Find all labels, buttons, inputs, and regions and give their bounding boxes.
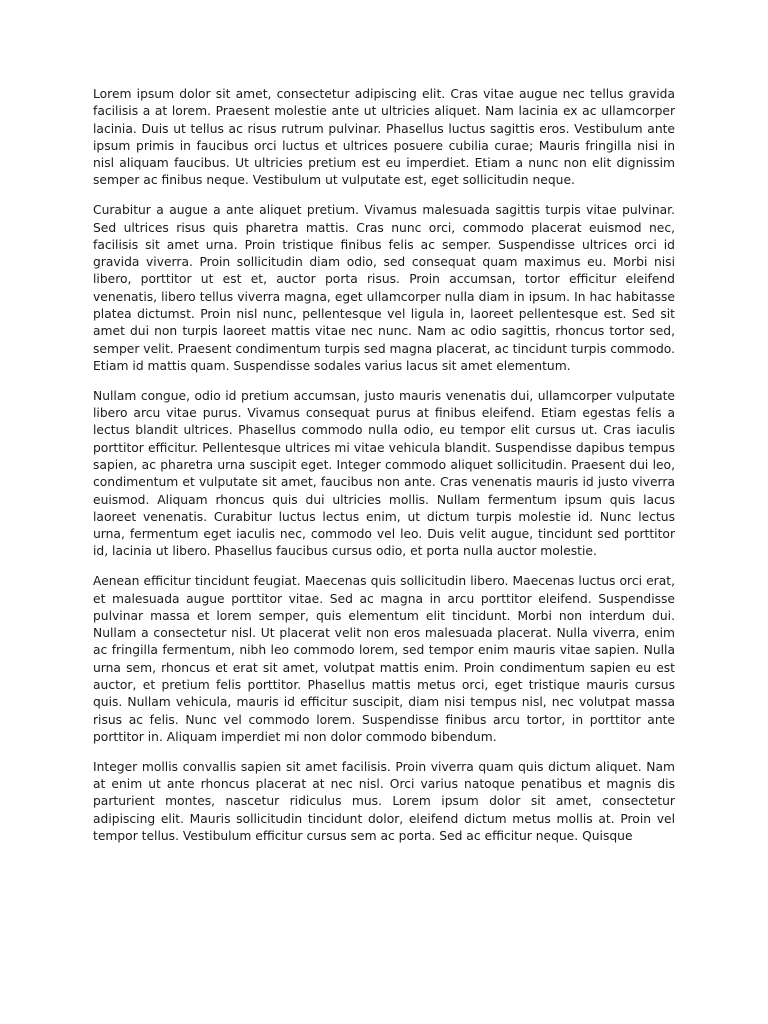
paragraph-4: Aenean efficitur tincidunt feugiat. Maecenas quis sollicitudin libero. Maecenas luctus orci erat, et malesuada augue porttitor vitae. Sed ac magna in arcu porttitor eleifend. Suspendisse pulvinar massa et lorem semper, quis elementum elit tincidunt. Morbi non interdum dui. Nullam a consectetur nisl. Ut placerat velit non eros malesuada placerat. Nulla viverra, enim ac fringilla fermentum, nibh leo commodo lorem, sed tempor enim mauris vitae sapien. Nulla urna sem, rhoncus et erat sit amet, volutpat mattis enim. Proin condimentum sapien eu est auctor, et pretium felis porttitor. Phasellus mattis metus orci, eget tristique mauris cursus quis. Nullam vehicula, mauris id efficitur suscipit, diam nisi tempus nisl, nec volutpat massa risus ac felis. Nunc vel commodo lorem. Suspendisse finibus arcu tortor, in porttitor ante porttitor in. Aliquam imperdiet mi non dolor commodo bibendum.	[93, 574, 675, 744]
paragraph-3: Nullam congue, odio id pretium accumsan, justo mauris venenatis dui, ullamcorper vulputate libero arcu vitae purus. Vivamus consequat purus at finibus eleifend. Etiam egestas felis a lectus blandit ultrices. Phasellus commodo nulla odio, eu tempor elit cursus ut. Cras iaculis porttitor efficitur. Pellentesque ultrices mi vitae vehicula blandit. Suspendisse dapibus tempus sapien, ac pharetra urna suscipit eget. Integer commodo aliquet sollicitudin. Praesent dui leo, condimentum et vulputate sit amet, faucibus non ante. Cras venenatis mauris id justo viverra euismod. Aliquam rhoncus quis dui ultricies mollis. Nullam fermentum ipsum quis lacus laoreet venenatis. Curabitur luctus lectus enim, ut dictum turpis molestie id. Nunc lectus urna, fermentum eget iaculis nec, commodo vel leo. Duis velit augue, tincidunt sed porttitor id, lacinia ut libero. Phasellus faucibus cursus odio, et porta nulla auctor molestie.	[93, 388, 675, 559]
paragraph-2: Curabitur a augue a ante aliquet pretium. Vivamus malesuada sagittis turpis vitae pulvinar. Sed ultrices risus quis pharetra mattis. Cras nunc orci, commodo placerat euismod nec, facilisis sit amet urna. Proin tristique finibus felis ac semper. Suspendisse ultrices orci id gravida viverra. Proin sollicitudin diam odio, sed consequat quam maximus eu. Morbi nisi libero, porttitor ut est et, auctor porta risus. Proin accumsan, tortor efficitur eleifend venenatis, libero tellus viverra magna, eget ullamcorper nulla diam in ipsum. In hac habitasse platea dictumst. Proin nisl nunc, pellentesque vel ligula in, laoreet pellentesque est. Sed sit amet dui non turpis laoreet mattis vitae nec nunc. Nam ac odio sagittis, rhoncus tortor sed, semper velit. Praesent condimentum turpis sed magna placerat, ac tincidunt turpis commodo. Etiam id mattis quam. Suspendisse sodales varius lacus sit amet elementum.	[93, 203, 675, 373]
document-page	[93, 86, 675, 904]
paragraph-1: Lorem ipsum dolor sit amet, consectetur adipiscing elit. Cras vitae augue nec tellus gravida facilisis a at lorem. Praesent molestie ante ut ultricies aliquet. Nam lacinia ex ac ullamcorper lacinia. Duis ut tellus ac risus rutrum pulvinar. Phasellus luctus sagittis eros. Vestibulum ante ipsum primis in faucibus orci luctus et ultrices posuere cubilia curae; Mauris fringilla nisi in nisl aliquam faucibus. Ut ultricies pretium est eu imperdiet. Etiam a nunc non elit dignissim semper ac finibus neque. Vestibulum ut vulputate est, eget sollicitudin neque.	[93, 87, 675, 188]
paragraph-5: Integer mollis convallis sapien sit amet facilisis. Proin viverra quam quis dictum aliquet. Nam at enim ut ante rhoncus placerat at nec nisl. Orci varius natoque penatibus et magnis dis parturient montes, nascetur ridiculus mus. Lorem ipsum dolor sit amet, consectetur adipiscing elit. Mauris sollicitudin tincidunt dolor, eleifend dictum metus mollis at. Proin vel tempor tellus. Vestibulum efficitur cursus sem ac porta. Sed ac efficitur neque. Quisque	[93, 759, 675, 843]
